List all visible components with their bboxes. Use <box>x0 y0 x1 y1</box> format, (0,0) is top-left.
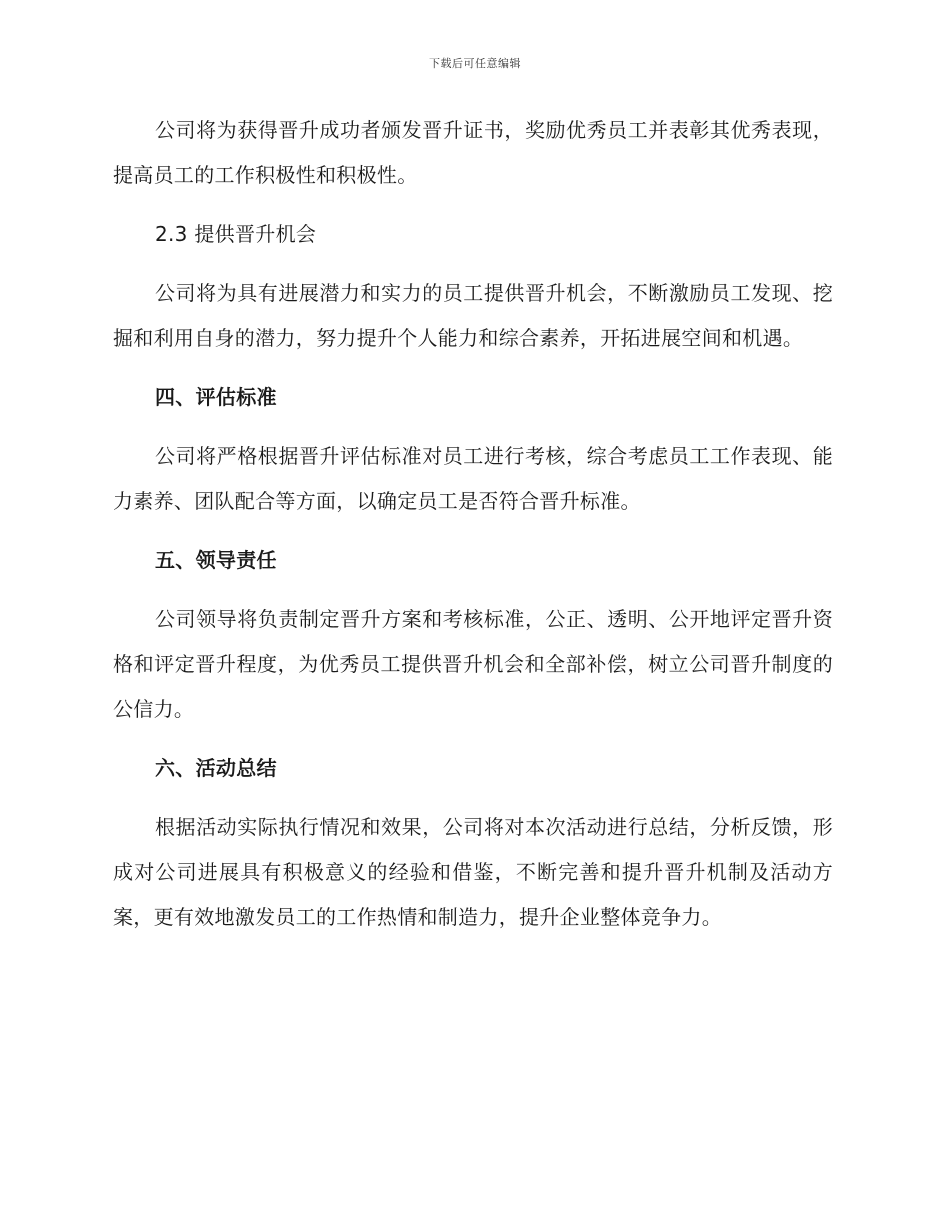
paragraph: 公司将为获得晋升成功者颁发晋升证书，奖励优秀员工并表彰其优秀表现，提高员工的工作积极性和积极性。 <box>113 118 833 187</box>
document-body <box>113 108 833 940</box>
section-heading: 五、领导责任 <box>155 548 277 572</box>
section-heading: 四、评估标准 <box>155 385 277 409</box>
paragraph: 公司将严格根据晋升评估标准对员工进行考核，综合考虑员工工作表现、能力素养、团队配合等方面，以确定员工是否符合晋升标准。 <box>113 444 833 513</box>
subsection-heading: 2.3 提供晋升机会 <box>155 222 317 246</box>
paragraph: 公司领导将负责制定晋升方案和考核标准，公正、透明、公开地评定晋升资格和评定晋升程度，为优秀员工提供晋升机会和全部补偿，树立公司晋升制度的公信力。 <box>113 607 833 721</box>
paragraph: 根据活动实际执行情况和效果，公司将对本次活动进行总结，分析反馈，形成对公司进展具有积极意义的经验和借鉴，不断完善和提升晋升机制及活动方案，更有效地激发员工的工作热情和制造力，提升企业整体竞争力。 <box>113 815 833 929</box>
paragraph: 公司将为具有进展潜力和实力的员工提供晋升机会，不断激励员工发现、挖掘和利用自身的潜力，努力提升个人能力和综合素养，开拓进展空间和机遇。 <box>113 281 833 350</box>
page-header: 下载后可任意编辑 <box>429 57 521 70</box>
section-heading: 六、活动总结 <box>155 756 277 780</box>
